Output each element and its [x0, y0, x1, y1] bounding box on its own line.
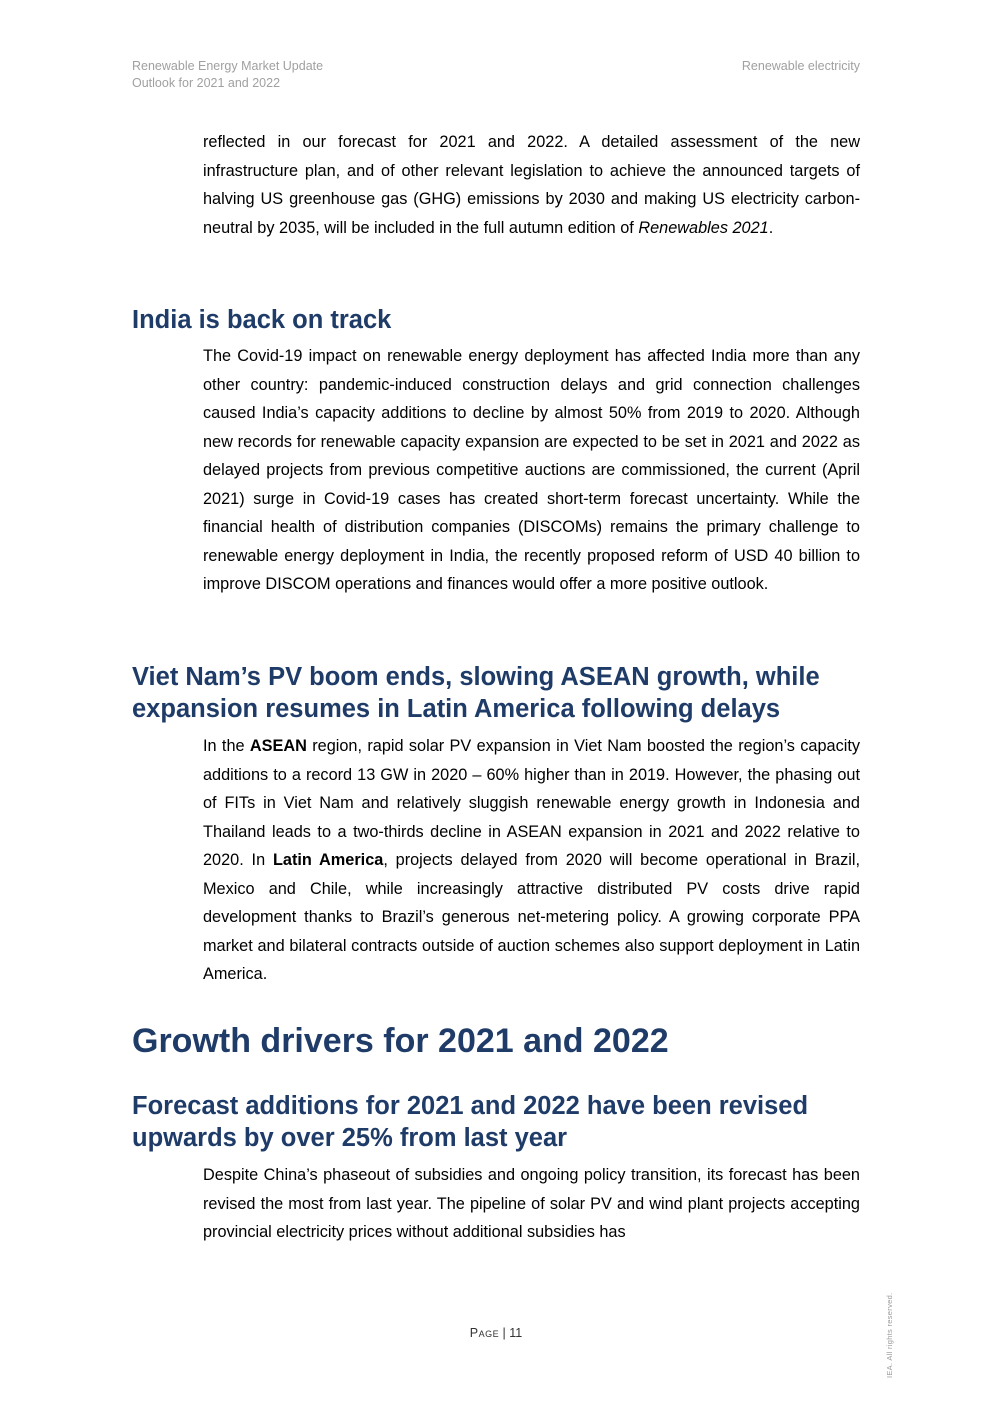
asean-bold: ASEAN	[249, 737, 307, 755]
section-heading-forecast: Forecast additions for 2021 and 2022 have been revised upwards by over 25% from last year	[132, 1092, 809, 1152]
section-heading-india: India is back on track	[132, 306, 392, 334]
latin-america-bold: Latin America	[272, 851, 384, 869]
chapter-heading-growth-drivers: Growth drivers for 2021 and 2022	[132, 1022, 669, 1060]
vietnam-paragraph: In the ASEAN region, rapid solar PV expansion in Viet Nam boosted the region’s capacity additions to a record 13 GW in 2020 – 60% higher than in 2019. However, the phasing out of FITs in Viet Nam and relatively sluggish renewable energy growth in Indonesia and Thailand leads to a two-thirds decline in ASEAN expansion in 2021 and 2022 relative to 2020. In Latin America, projects delayed from 2020 will become operational in Brazil, Mexico and Chile, while increasingly attractive distributed PV costs drive rapid development thanks to Brazil’s generous net-metering policy. A growing corporate PPA market and bilateral contracts outside of auction schemes also support deployment in Latin America.	[203, 737, 860, 983]
intro-italic-title: Renewables 2021	[638, 218, 769, 237]
page-label: Page	[469, 1326, 500, 1340]
intro-end: .	[768, 218, 774, 237]
running-header-right: Renewable electricity	[741, 59, 860, 73]
page-number: 11	[509, 1326, 523, 1340]
intro-paragraph	[203, 128, 860, 242]
report-subtitle: Outlook for 2021 and 2022	[132, 76, 281, 90]
section-heading-vietnam: Viet Nam’s PV boom ends, slowing ASEAN growth, while expansion resumes in Latin America following delays	[132, 663, 820, 723]
rights-notice: IEA. All rights reserved.	[885, 1292, 894, 1378]
page-footer	[0, 1326, 992, 1340]
forecast-paragraph: Despite China’s phaseout of subsidies and ongoing policy transition, its forecast has been revised the most from last year. The pipeline of solar PV and wind plant projects accepting provincial electricity prices without additional subsidies has	[203, 1166, 860, 1241]
report-title: Renewable Energy Market Update	[132, 59, 324, 73]
india-paragraph: The Covid-19 impact on renewable energy deployment has affected India more than any other country: pandemic-induced construction delays and grid connection challenges caused India’s capacity additions to decline by almost 50% from 2019 to 2020. Although new records for renewable capacity expansion are expected to be set in 2021 and 2022 as delayed projects from previous competitive auctions are commissioned, the current (April 2021) surge in Covid-19 cases has created short-term forecast uncertainty. While the financial health of distribution companies (DISCOMs) remains the primary challenge to renewable energy deployment in India, the recently proposed reform of USD 40 billion to improve DISCOM operations and finances would offer a more positive outlook.	[203, 347, 860, 593]
intro-text: reflected in our forecast for 2021 and 2022. A detailed assessment of the new infrastructure plan, and of other relevant legislation to achieve the announced targets of halving US greenhouse gas (GHG) emissions by 2030 and making US electricity carbon-neutral by 2035, will be included in the full autumn edition of	[203, 133, 860, 237]
page-separator: |	[499, 1326, 510, 1340]
running-header-left	[132, 58, 323, 92]
